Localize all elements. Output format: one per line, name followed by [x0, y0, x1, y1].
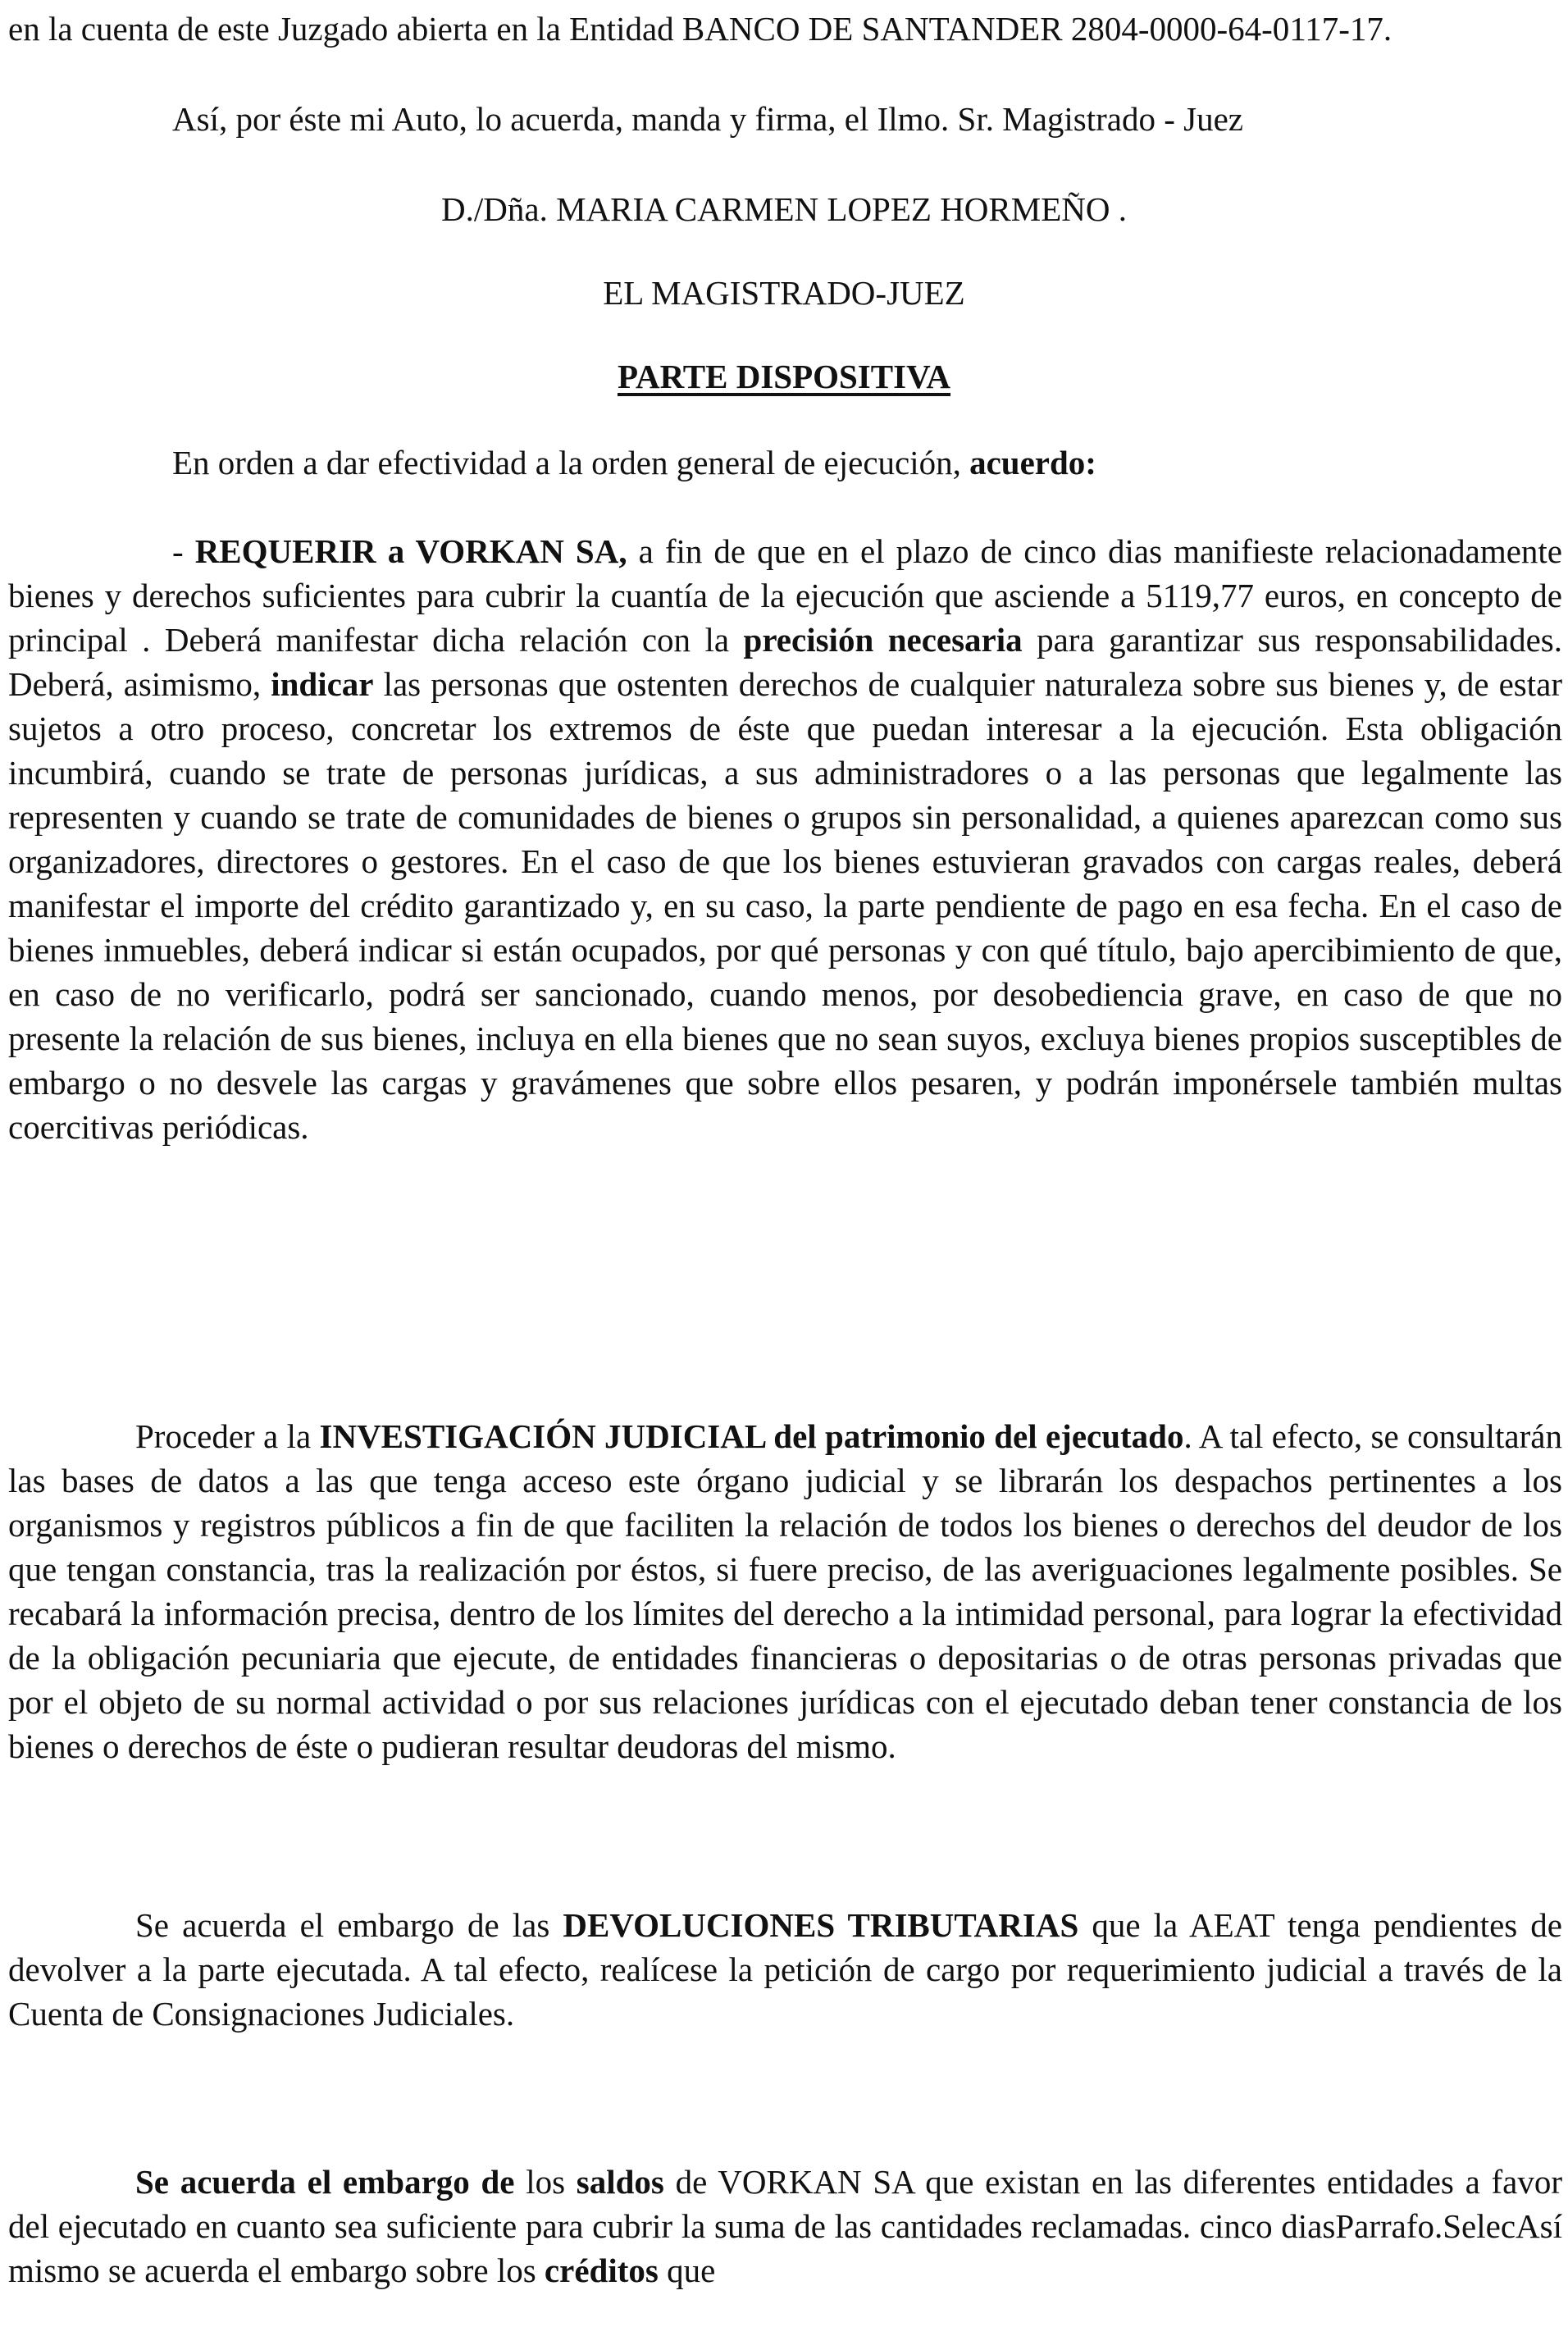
section-title: PARTE DISPOSITIVA: [617, 358, 951, 395]
intro-bold: acuerdo:: [969, 444, 1096, 481]
paragraph-account: [8, 7, 1562, 51]
paragraph-investigacion: Proceder a la INVESTIGACIÓN JUDICIAL del patrimonio del ejecutado. A tal efecto, se consultarán las bases de datos a las que tenga acceso este órgano judicial y se librarán los despachos pertinentes a los organismos y registros públicos a fin de que faciliten la relación de todos los bienes o derechos del deudor de los que tengan constancia, tras la realización por éstos, si fuere preciso, de las averiguaciones legalmente posibles. Se recabará la información precisa, dentro de los límites del derecho a la intimidad personal, para lograr la efectividad de la obligación pecuniaria que ejecute, de entidades financieras o depositarias o de otras personas privadas que por el objeto de su normal actividad o por sus relaciones jurídicas con el ejecutado deban tener constancia de los bienes o derechos de éste o pudieran resultar deudoras del mismo.: [8, 1417, 1562, 1765]
signature-intro-text: Así, por éste mi Auto, lo acuerda, manda y firma, el Ilmo. Sr. Magistrado - Juez: [172, 100, 1243, 138]
judge-title: EL MAGISTRADO-JUEZ: [603, 274, 965, 312]
paragraph-intro: En orden a dar efectividad a la orden general de ejecución, acuerdo:: [172, 444, 1096, 481]
judge-name: D./Dña. MARIA CARMEN LOPEZ HORMEÑO .: [441, 190, 1127, 228]
account-text: en la cuenta de este Juzgado abierta en la Entidad BANCO DE SANTANDER 2804-0000-64-0117-17.: [8, 10, 1393, 48]
paragraph-requerir: - REQUERIR a VORKAN SA, a fin de que en el plazo de cinco dias manifieste relacionadamente bienes y derechos suficientes para cubrir la cuantía de la ejecución que asciende a 5119,77 euros, en concepto de principal . Deberá manifestar dicha relación con la precisión necesaria para garantizar sus responsabilidades. Deberá, asimismo, indicar las personas que ostenten derechos de cualquier naturaleza sobre sus bienes y, de estar sujetos a otro proceso, concretar los extremos de éste que puedan interesar a la ejecución. Esta obligación incumbirá, cuando se trate de personas jurídicas, a sus administradores o a las personas que legalmente las representen y cuando se trate de comunidades de bienes o grupos sin personalidad, a quienes aparezcan como sus organizadores, directores o gestores. En el caso de que los bienes estuvieran gravados con cargas reales, deberá manifestar el importe del crédito garantizado y, en su caso, la parte pendiente de pago en esa fecha. En el caso de bienes inmuebles, deberá indicar si están ocupados, por qué personas y con qué título, bajo apercibimiento de que, en caso de no verificarlo, podrá ser sancionado, cuando menos, por desobediencia grave, en caso de que no presente la relación de sus bienes, incluya en ella bienes que no sean suyos, excluya bienes propios susceptibles de embargo o no desvele las cargas y gravámenes que sobre ellos pesaren, y podrán imponérsele también multas coercitivas periódicas.: [8, 532, 1563, 1146]
paragraph-saldos: Se acuerda el embargo de los saldos de VORKAN SA que existan en las diferentes entidades a favor del ejecutado en cuanto sea suficiente para cubrir la suma de las cantidades reclamadas. cinco diasParrafo.SelecAsí mismo se acuerda el embargo sobre los créditos que: [8, 2163, 1562, 2289]
paragraph-devoluciones: Se acuerda el embargo de las DEVOLUCIONES TRIBUTARIAS que la AEAT tenga pendientes de devolver a la parte ejecutada. A tal efecto, realícese la petición de cargo por requerimiento judicial a través de la Cuenta de Consignaciones Judiciales.: [8, 1906, 1562, 2033]
paragraph-signature-intro: [8, 97, 1562, 141]
